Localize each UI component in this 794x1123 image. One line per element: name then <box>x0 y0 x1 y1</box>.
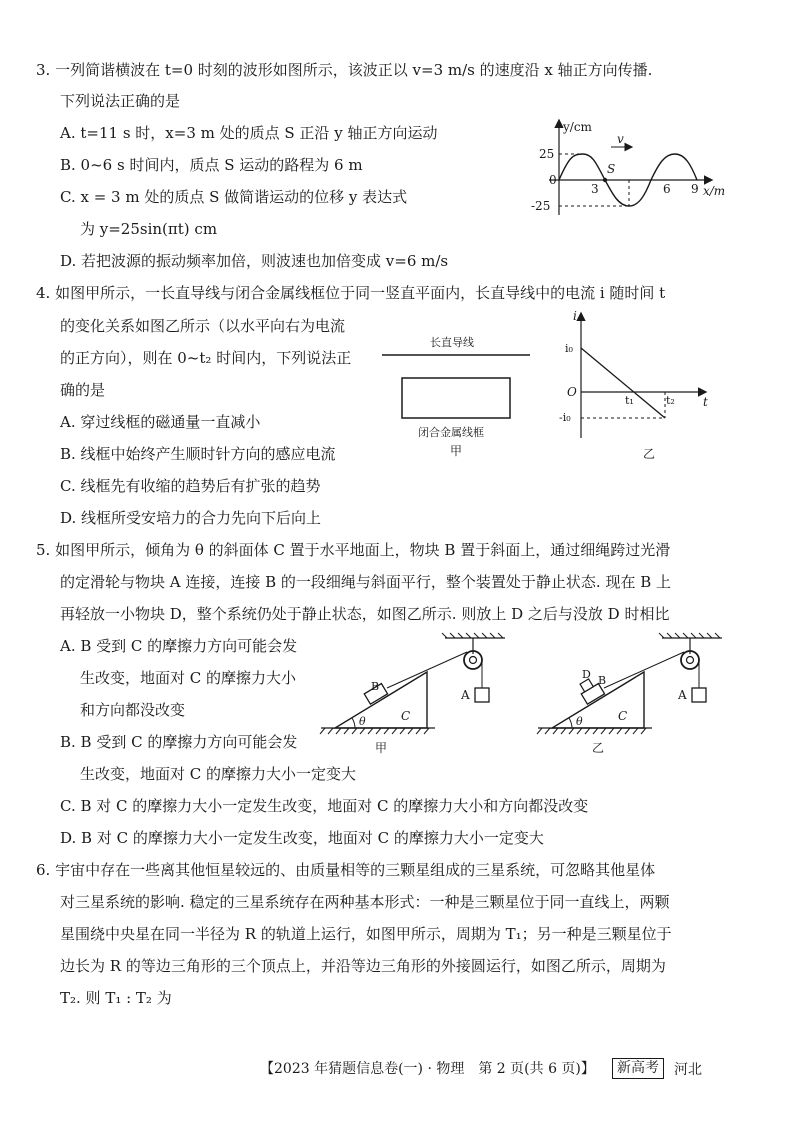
q4-caption-jia: 甲 <box>450 444 463 458</box>
q4-caption-yi: 乙 <box>643 447 656 461</box>
q4-option-c: C. 线框先有收缩的趋势后有扩张的趋势 <box>60 477 321 495</box>
q5-yi-label-b: B <box>598 674 607 687</box>
footer-region: 河北 <box>674 1062 702 1078</box>
q4-i-axis-label: i <box>573 309 577 323</box>
page-footer <box>0 1058 794 1082</box>
q4-option-b: B. 线框中始终产生顺时针方向的感应电流 <box>60 445 336 463</box>
q4-wire-label: 长直导线 <box>430 336 474 349</box>
q3-y-top-tick: 25 <box>539 147 555 161</box>
q5-option-a-line3: 和方向都没改变 <box>80 701 186 719</box>
q4-origin-label: O <box>567 385 577 399</box>
q5-stem-line2: 的定滑轮与物块 A 连接，连接 B 的一段细绳与斜面平行，整个装置处于静止状态. 现在 B 上 <box>60 573 672 591</box>
q4-figure-yi <box>555 308 715 463</box>
footer-title: 【2023 年猜题信息卷(一) · 物理 第 2 页(共 6 页)】 <box>260 1061 595 1077</box>
q3-wave-figure <box>525 115 730 225</box>
q3-stem-line1: 3. 一列简谐横波在 t=0 时刻的波形如图所示，该波正以 v=3 m/s 的速度沿 x 轴正方向传播. <box>36 61 653 79</box>
q6-line2: 对三星系统的影响. 稳定的三星系统存在两种基本形式：一种是三颗星位于同一直线上，两颗 <box>60 893 670 911</box>
q3-option-d: D. 若把波源的振动频率加倍，则波速也加倍变成 v=6 m/s <box>60 252 449 270</box>
q4-stem-line2: 的变化关系如图乙所示（以水平向右为电流 <box>60 317 346 335</box>
q3-option-c-line1: C. x = 3 m 处的质点 S 做简谐运动的位移 y 表达式 <box>60 188 408 206</box>
q4-figure-jia <box>378 330 538 460</box>
q5-yi-label-d: D <box>582 668 591 681</box>
q5-option-c: C. B 对 C 的摩擦力大小一定发生改变，地面对 C 的摩擦力大小和方向都没改变 <box>60 797 589 815</box>
q4-frame-label: 闭合金属线框 <box>418 426 484 439</box>
q5-stem-line3: 再轻放一小物块 D，整个系统仍处于静止状态，如图乙所示. 则放上 D 之后与没放 D 时相比 <box>60 605 670 623</box>
q4-current-line <box>581 348 665 418</box>
q4-t2-label: t₂ <box>666 394 675 407</box>
q5-yi-theta: θ <box>576 715 583 728</box>
q4-t1-label: t₁ <box>625 394 634 407</box>
q6-line3: 星围绕中央星在同一半径为 R 的轨道上运行，如图甲所示，周期为 T₁；另一种是三颗星位于 <box>60 925 672 943</box>
q3-option-a: A. t=11 s 时，x=3 m 处的质点 S 正沿 y 轴正方向运动 <box>60 124 438 142</box>
q3-option-b: B. 0~6 s 时间内，质点 S 运动的路程为 6 m <box>60 156 363 174</box>
q5-option-b-line1: B. B 受到 C 的摩擦力方向可能会发 <box>60 733 298 751</box>
q5-figure-jia <box>315 632 515 762</box>
footer-brand-badge: 新高考 <box>612 1058 664 1079</box>
q4-i0-label: i₀ <box>565 342 573 355</box>
q3-xlabel: x/m <box>703 184 726 198</box>
q3-s-label: S <box>607 162 616 176</box>
q5-option-d: D. B 对 C 的摩擦力大小一定发生改变，地面对 C 的摩擦力大小一定变大 <box>60 829 544 847</box>
q3-x-tick-6: 6 <box>663 182 671 196</box>
q3-origin: 0 <box>549 173 557 187</box>
q3-option-c-line2: 为 y=25sin(πt) cm <box>80 220 218 238</box>
q5-option-b-line2: 生改变，地面对 C 的摩擦力大小一定变大 <box>80 765 357 783</box>
q6-line4: 边长为 R 的等边三角形的三个顶点上，并沿等边三角形的外接圆运行，如图乙所示，周期为 <box>60 957 666 975</box>
q3-x-tick-9: 9 <box>691 182 699 196</box>
q5-option-a-line2: 生改变，地面对 C 的摩擦力大小 <box>80 669 297 687</box>
q5-jia-incline-c <box>335 672 427 728</box>
q4-option-d: D. 线框所受安培力的合力先向下后向上 <box>60 509 322 527</box>
q4-stem-line4: 确的是 <box>60 381 106 399</box>
q3-x-tick-3: 3 <box>591 182 599 196</box>
q5-option-a-line1: A. B 受到 C 的摩擦力方向可能会发 <box>60 637 298 655</box>
q3-stem-line2: 下列说法正确的是 <box>60 92 181 110</box>
q5-caption-yi: 乙 <box>592 741 605 755</box>
q3-y-bottom-tick: -25 <box>531 199 551 213</box>
q4-neg-i0-label: -i₀ <box>559 411 571 424</box>
q4-stem-line3: 的正方向），则在 0~t₂ 时间内，下列说法正 <box>60 349 352 367</box>
q5-jia-label-c: C <box>401 709 411 723</box>
q4-t-axis-label: t <box>703 395 708 409</box>
q5-yi-block-a <box>692 688 706 702</box>
q4-metal-frame <box>402 378 510 418</box>
q5-yi-label-c: C <box>618 709 628 723</box>
q5-yi-label-a: A <box>678 688 687 702</box>
q6-line5: T₂. 则 T₁ : T₂ 为 <box>60 989 172 1007</box>
q5-jia-block-a <box>475 688 489 702</box>
q3-ylabel: y/cm <box>563 120 592 134</box>
q5-jia-label-a: A <box>461 688 470 702</box>
q3-v-label: v <box>617 132 624 146</box>
q3-point-s <box>603 178 607 182</box>
q5-jia-theta: θ <box>359 715 366 728</box>
q4-stem-line1: 4. 如图甲所示，一长直导线与闭合金属线框位于同一竖直平面内，长直导线中的电流 i 随时间 t <box>36 284 666 302</box>
q4-option-a: A. 穿过线框的磁通量一直减小 <box>60 413 261 431</box>
q5-figure-yi <box>532 632 732 762</box>
q5-stem-line1: 5. 如图甲所示，倾角为 θ 的斜面体 C 置于水平地面上，物块 B 置于斜面上，通过细绳跨过光滑 <box>36 541 671 559</box>
q6-line1: 6. 宇宙中存在一些离其他恒星较远的、由质量相等的三颗星组成的三星系统，可忽略其他星体 <box>36 861 656 879</box>
q5-caption-jia: 甲 <box>375 741 388 755</box>
q5-jia-label-b: B <box>371 680 380 693</box>
